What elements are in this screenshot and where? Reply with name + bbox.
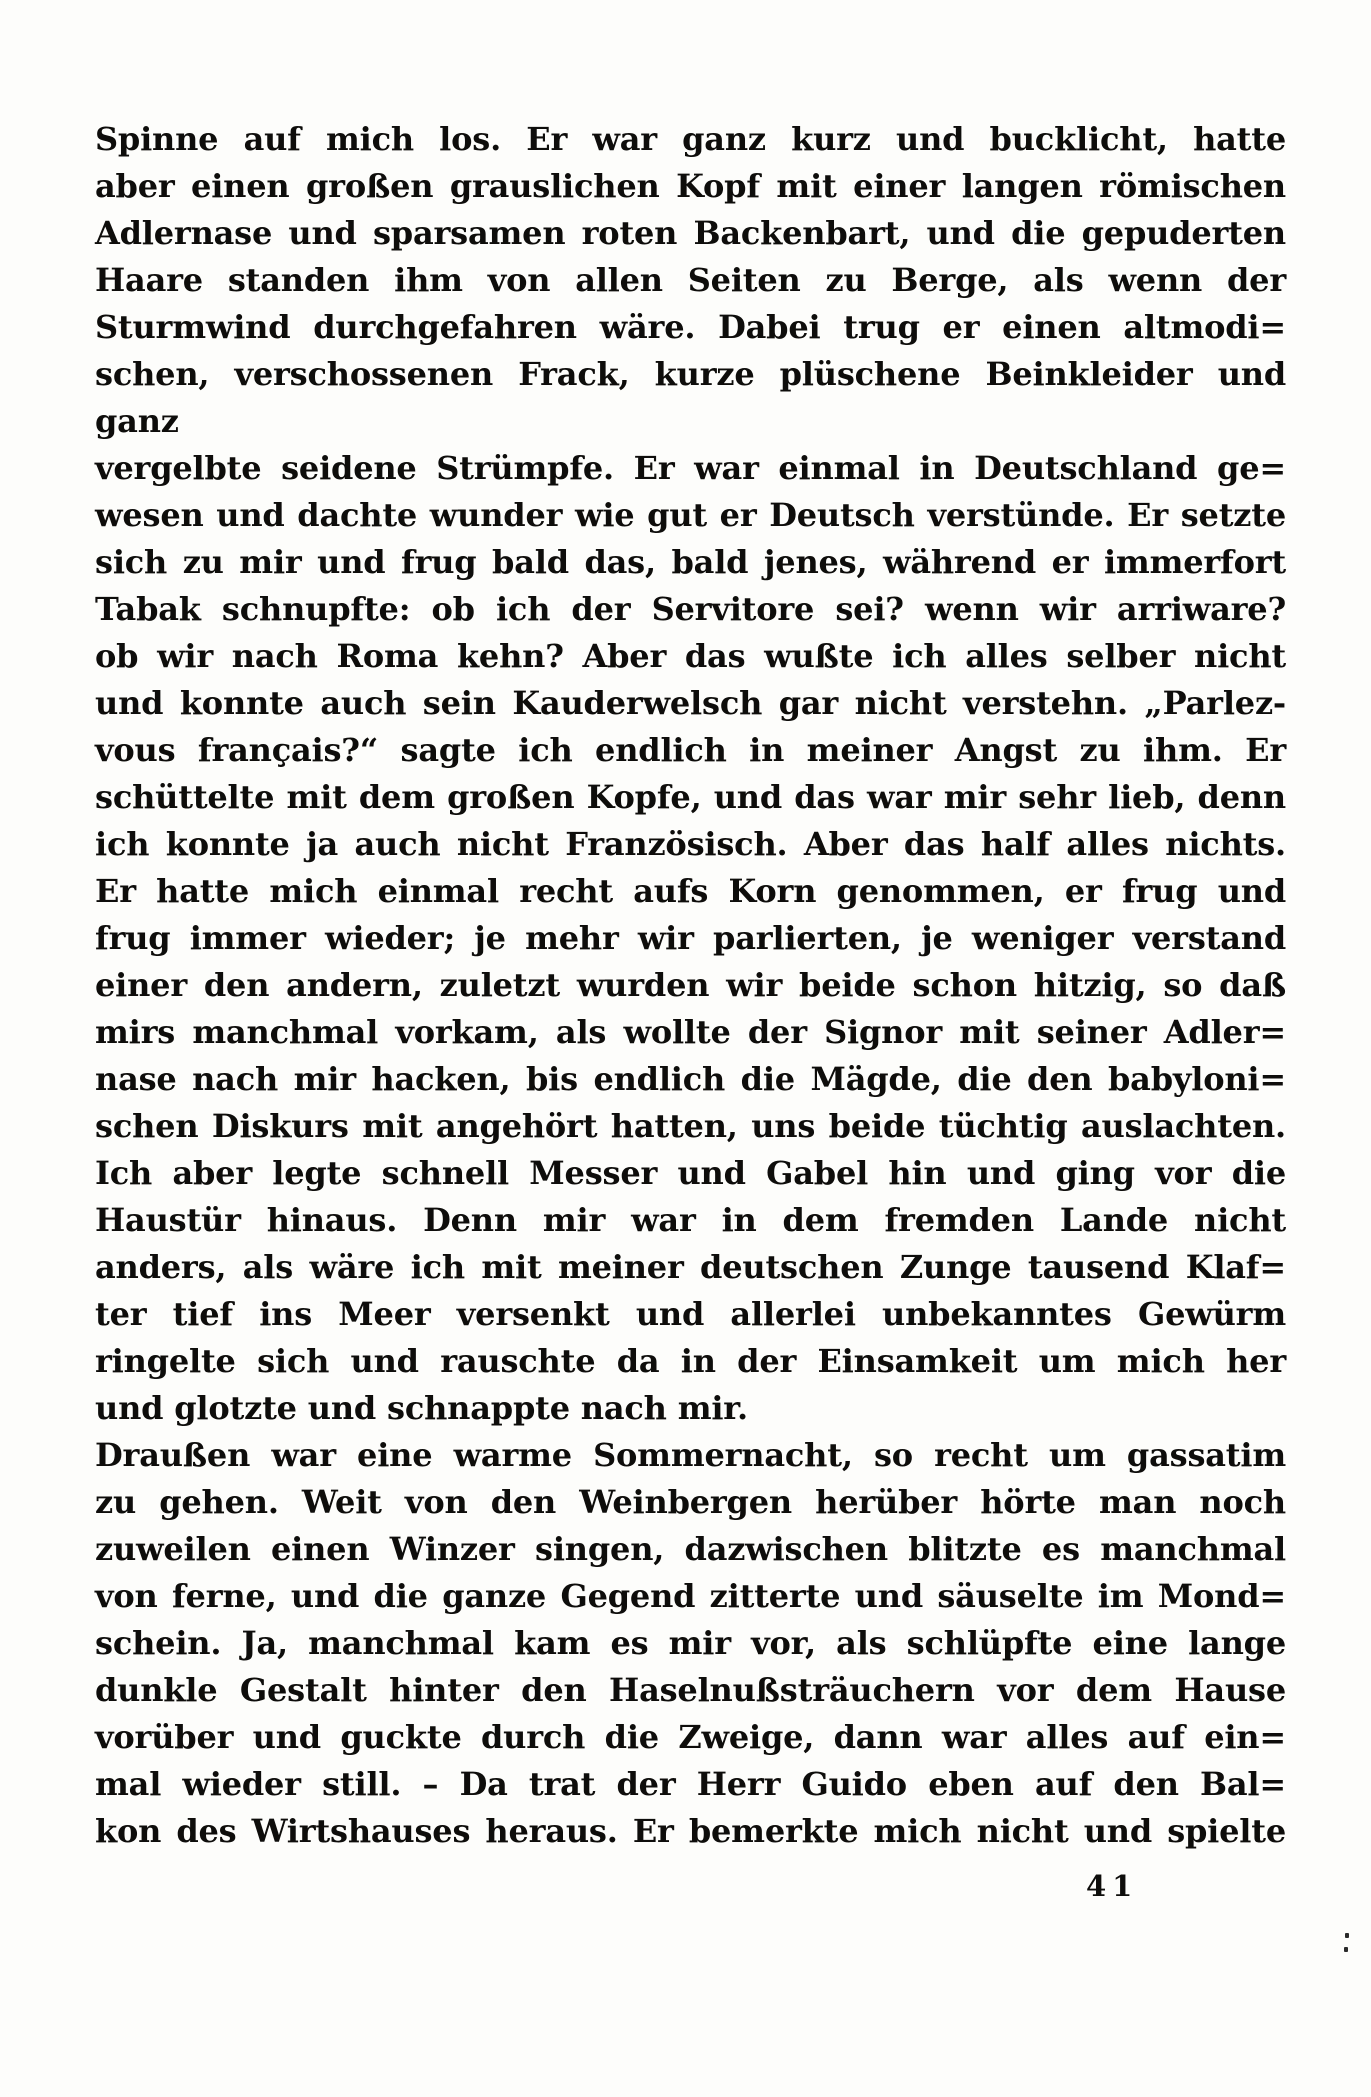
text-line: nase nach mir hacken, bis endlich die Mägde, die den babyloni=	[95, 1060, 1286, 1098]
text-line: einer den andern, zuletzt wurden wir beide schon hitzig, so daß	[95, 966, 1286, 1004]
text-block	[95, 116, 1286, 1855]
text-line: mirs manchmal vorkam, als wollte der Signor mit seiner Adler=	[95, 1013, 1286, 1051]
text-line: zuweilen einen Winzer singen, dazwischen blitzte es manchmal	[95, 1530, 1286, 1568]
text-line: schen Diskurs mit angehört hatten, uns beide tüchtig auslachten.	[95, 1107, 1286, 1145]
text-line: Er hatte mich einmal recht aufs Korn genommen, er frug und	[95, 872, 1286, 910]
text-line: Tabak schnupfte: ob ich der Servitore sei? wenn wir arriware?	[95, 590, 1286, 628]
text-line: dunkle Gestalt hinter den Haselnußsträuchern vor dem Hause	[95, 1671, 1286, 1709]
text-line: vous français?“ sagte ich endlich in meiner Angst zu ihm. Er	[95, 731, 1286, 769]
text-line: Haustür hinaus. Denn mir war in dem fremden Lande nicht	[95, 1201, 1286, 1239]
text-line: Sturmwind durchgefahren wäre. Dabei trug er einen altmodi=	[95, 308, 1286, 346]
text-line: anders, als wäre ich mit meiner deutschen Zunge tausend Klaf=	[95, 1248, 1286, 1286]
text-line: frug immer wieder; je mehr wir parlierten, je weniger verstand	[95, 919, 1286, 957]
text-line: sich zu mir und frug bald das, bald jenes, während er immerfort	[95, 543, 1286, 581]
text-line: Spinne auf mich los. Er war ganz kurz und bucklicht, hatte	[95, 120, 1286, 158]
text-line: ob wir nach Roma kehn? Aber das wußte ich alles selber nicht	[95, 637, 1286, 675]
page-number: 41	[1086, 1869, 1139, 1903]
text-line: zu gehen. Weit von den Weinbergen herüber hörte man noch	[95, 1483, 1286, 1521]
text-line: und glotzte und schnappte nach mir.	[95, 1389, 748, 1427]
text-line: Adlernase und sparsamen roten Backenbart, und die gepuderten	[95, 214, 1286, 252]
text-line: Haare standen ihm von allen Seiten zu Berge, als wenn der	[95, 261, 1286, 299]
text-line: Draußen war eine warme Sommernacht, so recht um gassatim	[95, 1436, 1286, 1474]
scan-speck	[1345, 1933, 1349, 1938]
text-line: vergelbte seidene Strümpfe. Er war einmal in Deutschland ge=	[95, 449, 1286, 487]
text-line: ringelte sich und rauschte da in der Einsamkeit um mich her	[95, 1342, 1286, 1380]
text-line: vorüber und guckte durch die Zweige, dann war alles auf ein=	[95, 1718, 1286, 1756]
text-line: und konnte auch sein Kauderwelsch gar nicht verstehn. „Parlez-	[95, 684, 1286, 722]
text-line: ter tief ins Meer versenkt und allerlei unbekanntes Gewürm	[95, 1295, 1286, 1333]
text-line: kon des Wirtshauses heraus. Er bemerkte mich nicht und spielte	[95, 1812, 1286, 1850]
text-line: schüttelte mit dem großen Kopfe, und das war mir sehr lieb, denn	[95, 778, 1286, 816]
text-line: von ferne, und die ganze Gegend zitterte und säuselte im Mond=	[95, 1577, 1286, 1615]
text-line: wesen und dachte wunder wie gut er Deutsch verstünde. Er setzte	[95, 496, 1286, 534]
text-line: Ich aber legte schnell Messer und Gabel hin und ging vor die	[95, 1154, 1286, 1192]
text-line: aber einen großen grauslichen Kopf mit einer langen römischen	[95, 167, 1286, 205]
text-line: ich konnte ja auch nicht Französisch. Aber das half alles nichts.	[95, 825, 1286, 863]
text-line: schen, verschossenen Frack, kurze plüschene Beinkleider und ganz	[95, 355, 1286, 440]
scan-speck	[1344, 1947, 1348, 1952]
text-line: schein. Ja, manchmal kam es mir vor, als schlüpfte eine lange	[95, 1624, 1286, 1662]
text-line: mal wieder still. – Da trat der Herr Guido eben auf den Bal=	[95, 1765, 1286, 1803]
